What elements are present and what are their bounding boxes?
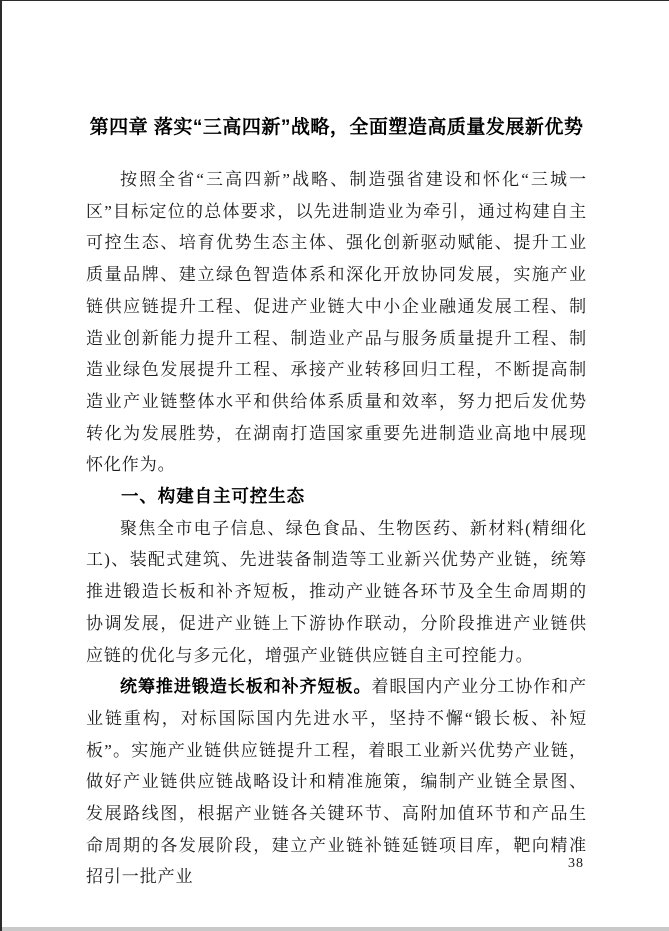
section-heading: 一、构建自主可控生态 [121, 486, 305, 507]
paragraph-section1: 聚焦全市电子信息、绿色食品、生物医药、新材料(精细化工)、装配式建筑、先进装备制造等工业新兴优势产业链，统筹推进锻造长板和补齐短板，推动产业链各环节及全生命周期的协调发展，促进产业链上下游协作联动，分阶段推进产业链供应链的优化与多元化，增强产业链供应链自主可控能力。 [86, 518, 587, 665]
page-number: 38 [568, 856, 584, 871]
page-content [86, 115, 587, 893]
chapter-title: 第四章 落实“三高四新”战略，全面塑造高质量发展新优势 [89, 117, 584, 138]
run-in-heading: 统筹推进锻造长板和补齐短板。 [120, 677, 372, 697]
paragraph-intro: 按照全省“三高四新”战略、制造强省建设和怀化“三城一区”目标定位的总体要求，以先进制造业为牵引，通过构建自主可控生态、培育优势生态主体、强化创新驱动赋能、提升工业质量品牌、建立绿色智造体系和深化开放协同发展，实施产业链供应链提升工程、促进产业链大中小企业融通发展工程、制造业创新能力提升工程、制造业产品与服务质量提升工程、制造业绿色发展提升工程、承接产业转移回归工程，不断提高制造业产业链整体水平和供给体系质量和效率，努力把后发优势转化为发展胜势，在湖南打造国家重要先进制造业高地中展现怀化作为。 [86, 170, 587, 475]
paragraph-section1-sub1 [86, 671, 587, 893]
paragraph-section1-sub1-text: 着眼国内产业分工协作和产业链重构，对标国际国内先进水平，坚持不懈“锻长板、补短板”。实施产业链供应链提升工程，着眼工业新兴优势产业链，做好产业链供应链战略设计和精准施策，编制产业链全景图、发展路线图，根据产业链各关键环节、高附加值环节和产品生命周期的各发展阶段，建立产业链补链延链项目库，靶向精准招引一批产业 [86, 677, 587, 887]
page-bottom-edge [2, 927, 669, 931]
